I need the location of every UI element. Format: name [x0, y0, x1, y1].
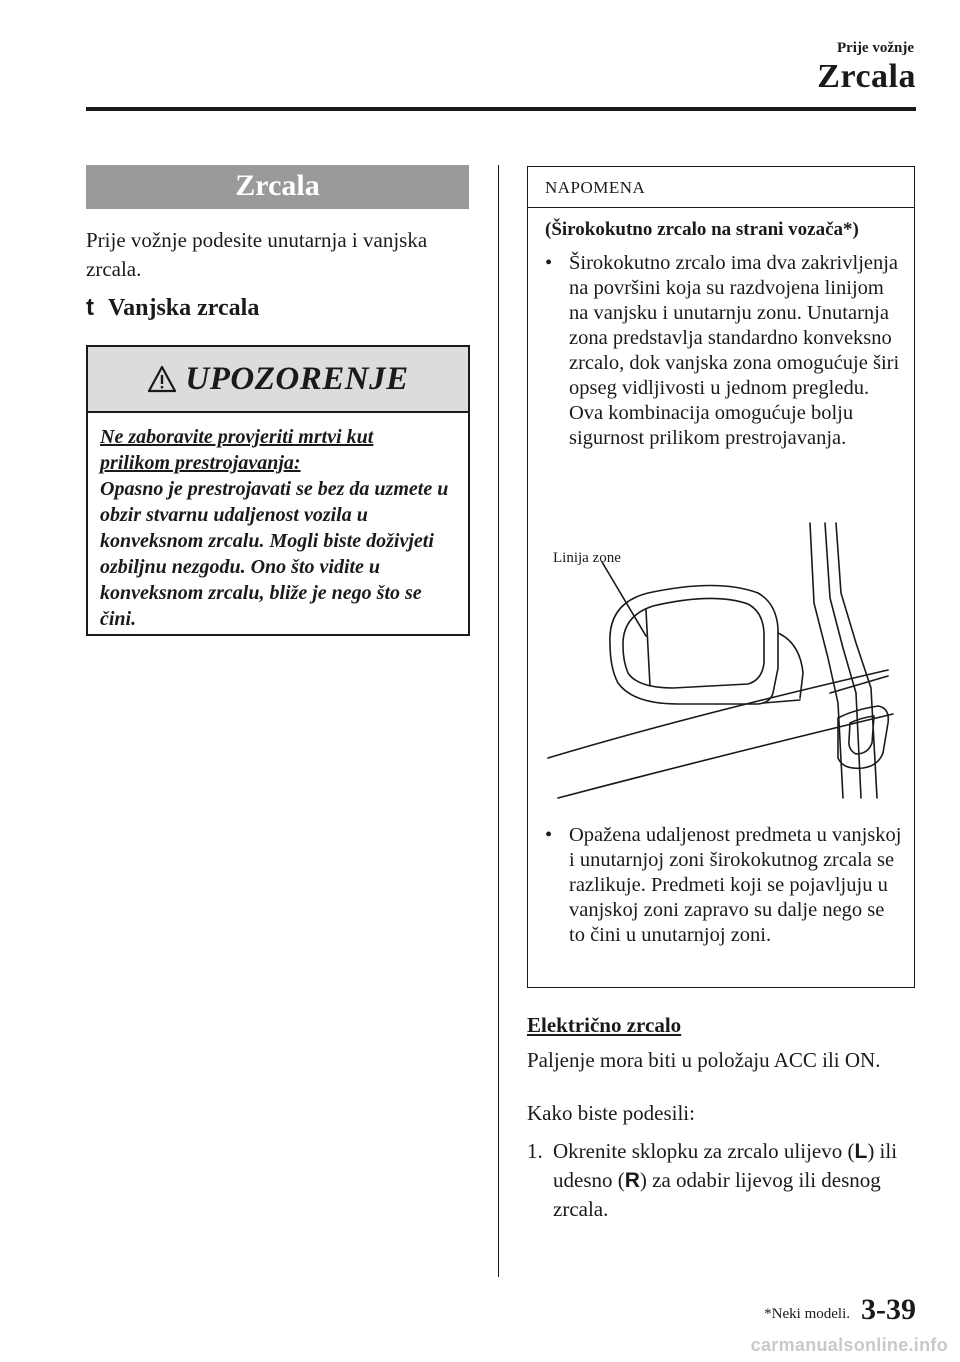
step-text: [553, 1137, 917, 1223]
page-number: 3-39: [861, 1293, 916, 1326]
warning-lead-line1: Ne zaboravite provjeriti mrtvi kut: [100, 426, 374, 448]
header-rule: [86, 107, 916, 111]
bullet: •: [545, 824, 553, 846]
step-text-part: ) za odabir lijevog ili desnog zrcala.: [553, 1168, 881, 1221]
note-heading: NAPOMENA: [528, 167, 914, 208]
intro-paragraph: Prije vožnje podesite unutarnja i vanjska zrcala.: [86, 228, 428, 281]
electric-mirror-paragraph: Kako biste podesili:: [527, 1101, 695, 1125]
warning-body: Opasno je prestrojavati se bez da uzmete u obzir stvarnu udaljenost vozila u konveksnom zrcalu. Mogli biste doživjeti ozbiljnu nezgodu. Ono što vidite u konveksnom zrcalu, bliže je nego što se čini.: [100, 478, 449, 630]
step-text-part: Okrenite sklopku za zrcalo ulijevo (: [553, 1139, 855, 1163]
warning-text: [100, 424, 460, 632]
subheading: [86, 294, 259, 322]
step-text-part: ) ili udesno (: [553, 1139, 898, 1192]
warning-triangle-icon: [147, 364, 177, 394]
step-1: [527, 1137, 917, 1223]
note-item-text: Širokokutno zrcalo ima dva zakrivljenja na površini koja su razdvojena linijom na vanjsku i unutarnju zonu. Unutarnja zona predstavlja standardno konveksno zrcalo, dok vanjska zona omogućuje širi opseg vidljivosti u jednom pregledu. Ova kombinacija omogućuje bolju sigurnost prilikom prestrojavanja.: [569, 252, 900, 449]
key-r-label: R: [624, 1169, 640, 1192]
warning-title: UPOZORENJE: [185, 360, 409, 397]
header-title: Zrcala: [817, 58, 916, 95]
warning-lead-line2: prilikom prestrojavanja:: [100, 452, 301, 474]
warning-box: [86, 345, 470, 636]
note-subheading: (Širokokutno zrcalo na strani vozača*): [545, 219, 859, 240]
subheading-bullet: t: [86, 294, 94, 321]
subheading-text: Vanjska zrcala: [108, 295, 260, 321]
column-divider: [498, 165, 499, 1277]
key-l-label: L: [854, 1140, 868, 1163]
figure-label: Linija zone: [553, 550, 621, 566]
step-number: 1.: [527, 1139, 543, 1163]
note-list-item: [545, 251, 905, 451]
bullet: •: [545, 252, 553, 274]
electric-mirror-paragraph: Paljenje mora biti u položaju ACC ili ON.: [527, 1048, 881, 1072]
watermark: carmanualsonline.info: [750, 1335, 948, 1355]
note-item-text: Opažena udaljenost predmeta u vanjskoj i unutarnjoj zoni širokokutnog zrcala se razlikuje. Predmeti koji se pojavljuju u vanjskoj zoni zapravo su dalje nego se to čini u unutarnjoj zoni.: [569, 824, 902, 946]
warning-header: [88, 347, 468, 413]
footnote: *Neki modeli.: [764, 1306, 850, 1322]
electric-mirror-heading: Električno zrcalo: [527, 1013, 682, 1037]
section-banner: Zrcala: [86, 165, 469, 209]
note-list-item: [545, 823, 905, 948]
header-section-label: Prije vožnje: [836, 40, 914, 56]
